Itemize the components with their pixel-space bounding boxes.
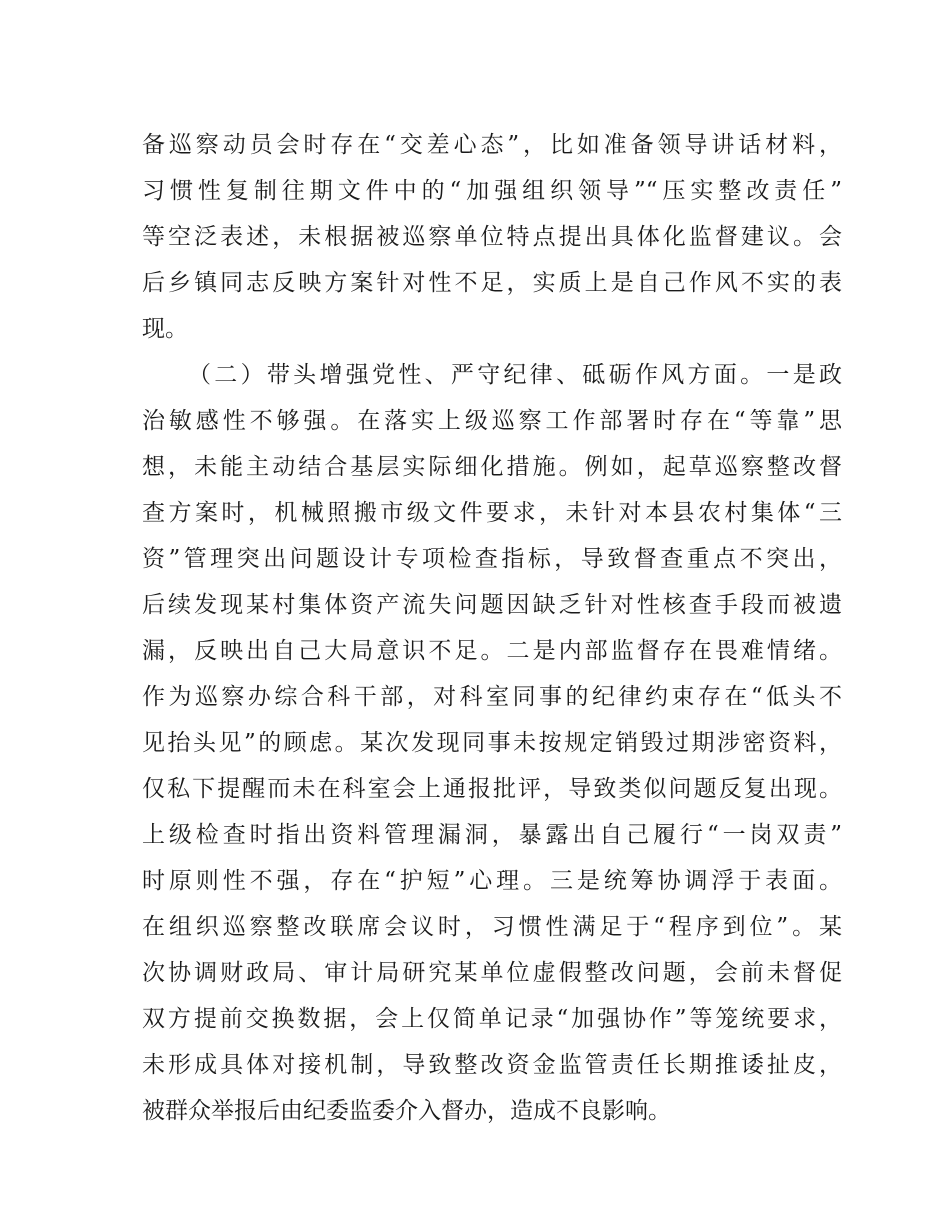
text-line: 仅私下提醒而未在科室会上通报批评，导致类似问题反复出现。 <box>142 776 842 802</box>
text-line: 查方案时，机械照搬市级文件要求，未针对本县农村集体“三 <box>142 500 842 526</box>
text-line: 漏，反映出自己大局意识不足。二是内部监督存在畏难情绪。 <box>142 638 842 664</box>
text-line: 双方提前交换数据，会上仅简单记录“加强协作”等笼统要求， <box>142 1006 842 1032</box>
text-line: 治敏感性不够强。在落实上级巡察工作部署时存在“等靠”思 <box>142 408 842 434</box>
text-line: 被群众举报后由纪委监委介入督办，造成不良影响。 <box>142 1098 671 1124</box>
text-line: 备巡察动员会时存在“交差心态”，比如准备领导讲话材料， <box>142 132 842 158</box>
section-heading-line: （二）带头增强党性、严守纪律、砥砺作风方面。一是政 <box>188 362 842 388</box>
text-line: 在组织巡察整改联席会议时，习惯性满足于“程序到位”。某 <box>142 914 842 940</box>
text-line: 时原则性不强，存在“护短”心理。三是统筹协调浮于表面。 <box>142 868 842 894</box>
text-line: 想，未能主动结合基层实际细化措施。例如，起草巡察整改督 <box>142 454 842 480</box>
text-line: 后续发现某村集体资产流失问题因缺乏针对性核查手段而被遗 <box>142 592 842 618</box>
text-line: 现。 <box>142 316 188 342</box>
text-line: 后乡镇同志反映方案针对性不足，实质上是自己作风不实的表 <box>142 270 842 296</box>
text-line: 见抬头见”的顾虑。某次发现同事未按规定销毁过期涉密资料， <box>142 730 842 756</box>
body-text <box>142 122 842 1134</box>
text-line: 次协调财政局、审计局研究某单位虚假整改问题，会前未督促 <box>142 960 842 986</box>
text-line: 上级检查时指出资料管理漏洞，暴露出自己履行“一岗双责” <box>142 822 842 848</box>
text-line: 资”管理突出问题设计专项检查指标，导致督查重点不突出， <box>142 546 842 572</box>
text-line: 等空泛表述，未根据被巡察单位特点提出具体化监督建议。会 <box>142 224 842 250</box>
text-line: 未形成具体对接机制，导致整改资金监管责任长期推诿扯皮， <box>142 1052 842 1078</box>
text-line: 作为巡察办综合科干部，对科室同事的纪律约束存在“低头不 <box>142 684 842 710</box>
text-line: 习惯性复制往期文件中的“加强组织领导”“压实整改责任” <box>142 178 842 204</box>
